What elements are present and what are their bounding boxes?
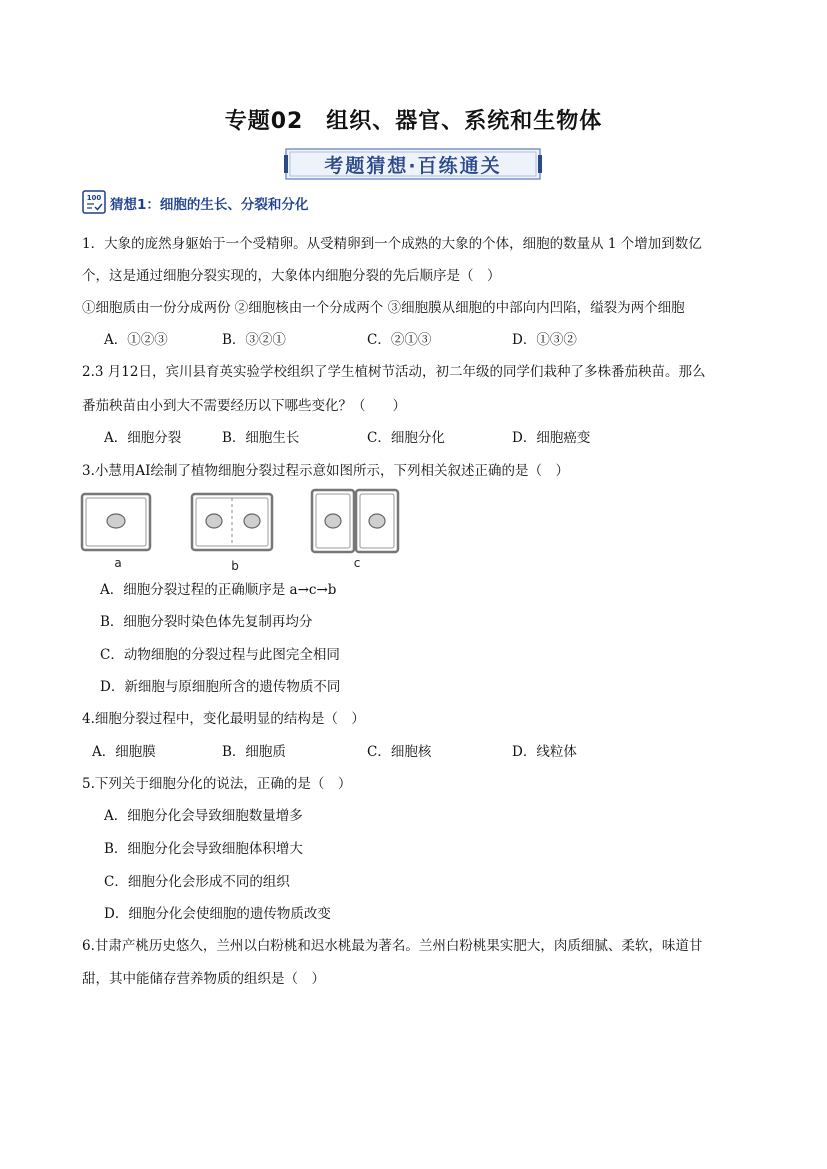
- q1-option-b: B．③②①: [222, 332, 286, 348]
- q4-stem-line1: 4.细胞分裂过程中，变化最明显的结构是（ ）: [82, 711, 365, 727]
- q1-stem-line2: 个，这是通过细胞分裂实现的，大象体内细胞分裂的先后顺序是（ ）: [82, 268, 501, 284]
- q5-option-c: C．细胞分化会形成不同的组织: [104, 874, 290, 890]
- q4-option-b: B．细胞质: [222, 744, 286, 760]
- q5-option-d: D．细胞分化会使细胞的遗传物质改变: [104, 906, 331, 922]
- q2-option-c: C．细胞分化: [367, 430, 445, 446]
- q4-option-d: D．线粒体: [512, 744, 577, 760]
- q1-option-a: A．①②③: [104, 332, 168, 348]
- banner: [284, 146, 542, 182]
- q1-stem-line3: ①细胞质由一份分成两份 ②细胞核由一个分成两个 ③细胞膜从细胞的中部向内凹陷，缢裂为两个细胞: [82, 300, 685, 316]
- q5-stem-line1: 5.下列关于细胞分化的说法，正确的是（ ）: [82, 776, 352, 792]
- q2-option-d: D．细胞癌变: [512, 430, 591, 446]
- q3-option-c: C．动物细胞的分裂过程与此图完全相同: [100, 647, 340, 663]
- score-icon: [82, 190, 106, 214]
- label-b: b: [231, 559, 239, 573]
- q2-stem-line1: 2.3 月12日，宾川县育英实验学校组织了学生植树节活动，初二年级的同学们栽种了多株番茄秧苗。那么: [82, 364, 706, 380]
- q1-option-c: C．②①③: [367, 332, 432, 348]
- q2-option-b: B．细胞生长: [222, 430, 300, 446]
- banner-text: 考题猜想·百练通关: [324, 155, 502, 177]
- q5-option-b: B．细胞分化会导致细胞体积增大: [104, 841, 303, 857]
- q1-option-d: D．①③②: [512, 332, 577, 348]
- q2-option-a: A．细胞分裂: [104, 430, 182, 446]
- cell-division-figure: [80, 488, 410, 574]
- q1-stem-line1: 1．大象的庞然身躯始于一个受精卵。从受精卵到一个成熟的大象的个体，细胞的数量从 1 个增加到数亿: [82, 236, 702, 252]
- score-icon-text: 100: [86, 194, 102, 202]
- q6-stem-line2: 甜，其中能储存营养物质的组织是（ ）: [82, 971, 325, 987]
- q3-option-d: D．新细胞与原细胞所含的遗传物质不同: [100, 679, 341, 695]
- section-title: 猜想1：细胞的生长、分裂和分化: [110, 197, 309, 213]
- q4-option-a: A．细胞膜: [92, 744, 156, 760]
- q3-option-a: A．细胞分裂过程的正确顺序是 a→c→b: [100, 582, 337, 598]
- label-a: a: [114, 556, 122, 570]
- cell-b: [192, 494, 272, 550]
- cell-a: [82, 494, 150, 550]
- q3-option-b: B．细胞分裂时染色体先复制再均分: [100, 614, 313, 630]
- page-title: 专题02 组织、器官、系统和生物体: [224, 109, 603, 134]
- cell-c: [312, 490, 398, 552]
- label-c: c: [353, 556, 361, 570]
- q4-option-c: C．细胞核: [367, 744, 432, 760]
- q3-stem-line1: 3.小慧用AI绘制了植物细胞分裂过程示意如图所示，下列相关叙述正确的是（ ）: [82, 463, 569, 479]
- q5-option-a: A．细胞分化会导致细胞数量增多: [104, 808, 303, 824]
- q6-stem-line1: 6.甘肃产桃历史悠久，兰州以白粉桃和迟水桃最为著名。兰州白粉桃果实肥大，肉质细腻、柔软，味道甘: [82, 938, 703, 954]
- q2-stem-line2: 番茄秧苗由小到大不需要经历以下哪些变化？（ ）: [82, 398, 406, 414]
